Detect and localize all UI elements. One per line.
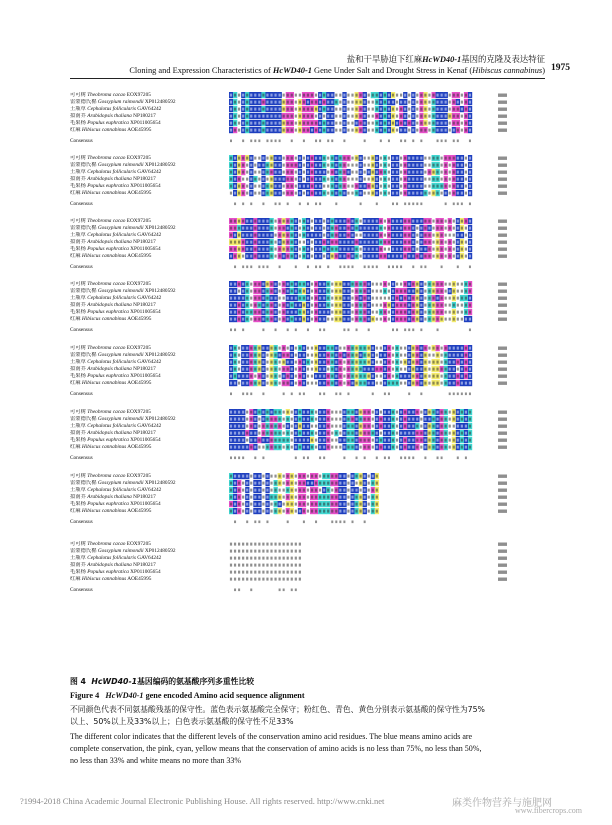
species-label: 雷蒙德氏棉 Gossypium raimondii XP012480592 [70, 288, 176, 294]
species-label: 红麻 Hibiscus cannabinus AOE45995 [70, 576, 152, 582]
species-label: 毛果杨 Populus euphratica XP011005654 [70, 309, 161, 315]
species-label: 拟南芥 Arabidopsis thaliana NP180217 [70, 366, 156, 372]
consensus-label: Consensus [70, 264, 93, 270]
species-label: 雷蒙德氏棉 Gossypium raimondii XP012480592 [70, 162, 176, 168]
species-label: 红麻 Hibiscus cannabinus AOE45995 [70, 253, 152, 259]
species-label: 红麻 Hibiscus cannabinus AOE45995 [70, 380, 152, 386]
species-label: 可可树 Theobroma cacao EOX97205 [70, 409, 151, 415]
alignment-block-colour-field [229, 281, 507, 331]
page-footer [20, 796, 610, 815]
species-label: 可可树 Theobroma cacao EOX97205 [70, 281, 151, 287]
consensus-label: Consensus [70, 327, 93, 333]
species-label: 雷蒙德氏棉 Gossypium raimondii XP012480592 [70, 352, 176, 358]
running-head-zh: 盐和干旱胁迫下红麻HcWD40-1基因的克隆及表达特征 [346, 55, 545, 64]
species-label: 可可树 Theobroma cacao EOX97205 [70, 92, 151, 98]
species-label: 土瓶草 Cephalotus follicularis GAV64242 [70, 106, 162, 112]
species-label: 红麻 Hibiscus cannabinus AOE45995 [70, 316, 152, 322]
species-label: 红麻 Hibiscus cannabinus AOE45995 [70, 508, 152, 514]
alignment-block-colour-field [229, 155, 507, 205]
species-label: 土瓶草 Cephalotus follicularis GAV64242 [70, 555, 162, 561]
consensus-label: Consensus [70, 138, 93, 144]
figure-caption-en: Figure 4 HcWD40-1 gene encoded Amino acid sequence alignment [70, 691, 305, 700]
consensus-label: Consensus [70, 455, 93, 461]
figure-note-en-line-2: complete conservation, the pink, cyan, yellow means that the conservation of amino acids is no less than 75%, no less than 50%, [70, 744, 482, 753]
species-label: 拟南芥 Arabidopsis thaliana NP180217 [70, 562, 156, 568]
copyright-line: ?1994-2018 China Academic Journal Electronic Publishing House. All rights reserved. http://www.cnki.net [20, 796, 385, 806]
species-label: 雷蒙德氏棉 Gossypium raimondii XP012480592 [70, 416, 176, 422]
species-label: 土瓶草 Cephalotus follicularis GAV64242 [70, 169, 162, 175]
species-label: 可可树 Theobroma cacao EOX97205 [70, 541, 151, 547]
species-label: 拟南芥 Arabidopsis thaliana NP180217 [70, 494, 156, 500]
species-label: 红麻 Hibiscus cannabinus AOE45995 [70, 190, 152, 196]
species-label: 拟南芥 Arabidopsis thaliana NP180217 [70, 176, 156, 182]
species-label: 毛果杨 Populus euphratica XP011005654 [70, 183, 161, 189]
species-label: 土瓶草 Cephalotus follicularis GAV64242 [70, 359, 162, 365]
species-label: 毛果杨 Populus euphratica XP011005654 [70, 569, 161, 575]
alignment-block-colour-field [229, 409, 507, 459]
consensus-label: Consensus [70, 519, 93, 525]
species-label: 土瓶草 Cephalotus follicularis GAV64242 [70, 295, 162, 301]
figure-caption-zh: 图 4 HcWD40-1基因编码的氨基酸序列多重性比较 [70, 677, 255, 686]
species-label: 可可树 Theobroma cacao EOX97205 [70, 473, 151, 479]
figure-note-en-line-3: no less than 33% and white means no more than 33% [70, 756, 242, 765]
alignment-block-colour-field [229, 473, 507, 523]
species-label: 毛果杨 Populus euphratica XP011005654 [70, 373, 161, 379]
species-label: 雷蒙德氏棉 Gossypium raimondii XP012480592 [70, 225, 176, 231]
species-label: 毛果杨 Populus euphratica XP011005654 [70, 246, 161, 252]
species-label: 毛果杨 Populus euphratica XP011005654 [70, 501, 161, 507]
species-label: 雷蒙德氏棉 Gossypium raimondii XP012480592 [70, 480, 176, 486]
species-label: 可可树 Theobroma cacao EOX97205 [70, 218, 151, 224]
species-label: 拟南芥 Arabidopsis thaliana NP180217 [70, 302, 156, 308]
figure-note-zh-line-1: 不同颜色代表不同氨基酸残基的保守性。蓝色表示氨基酸完全保守；粉红色、青色、黄色分别表示氨基酸的保守性为75% [70, 705, 485, 714]
species-label: 土瓶草 Cephalotus follicularis GAV64242 [70, 232, 162, 238]
consensus-label: Consensus [70, 391, 93, 397]
species-label: 毛果杨 Populus euphratica XP011005654 [70, 437, 161, 443]
alignment-block-colour-field [229, 345, 507, 395]
species-label: 可可树 Theobroma cacao EOX97205 [70, 155, 151, 161]
species-label: 红麻 Hibiscus cannabinus AOE45995 [70, 444, 152, 450]
species-label: 雷蒙德氏棉 Gossypium raimondii XP012480592 [70, 99, 176, 105]
species-label: 拟南芥 Arabidopsis thaliana NP180217 [70, 113, 156, 119]
species-label: 土瓶草 Cephalotus follicularis GAV64242 [70, 423, 162, 429]
consensus-label: Consensus [70, 201, 93, 207]
page-number: 1975 [551, 63, 570, 73]
species-label: 雷蒙德氏棉 Gossypium raimondii XP012480592 [70, 548, 176, 554]
alignment-block-colour-field [229, 92, 507, 142]
species-label: 土瓶草 Cephalotus follicularis GAV64242 [70, 487, 162, 493]
consensus-label: Consensus [70, 587, 93, 593]
species-label: 红麻 Hibiscus cannabinus AOE45995 [70, 127, 152, 133]
species-label: 拟南芥 Arabidopsis thaliana NP180217 [70, 239, 156, 245]
species-label: 可可树 Theobroma cacao EOX97205 [70, 345, 151, 351]
species-label: 毛果杨 Populus euphratica XP011005654 [70, 120, 161, 126]
figure-note-en-line-1: The different color indicates that the different levels of the conservation amino acid residues. The blue means amino acids are [70, 732, 473, 741]
alignment-block-colour-field [229, 218, 507, 268]
species-label: 拟南芥 Arabidopsis thaliana NP180217 [70, 430, 156, 436]
watermark-url: www.fibercrops.com [515, 806, 583, 815]
alignment-block-colour-field [230, 543, 507, 592]
running-head-en: Cloning and Expression Characteristics of HcWD40-1 Gene Under Salt and Drought Stress in Kenaf (Hibiscus cannabinus) [129, 66, 545, 75]
watermark: 麻类作物营养与施肥网 [452, 798, 552, 809]
figure-note-zh-line-2: 以上、50%以上及33%以上；白色表示氨基酸的保守性不足33% [70, 717, 294, 726]
